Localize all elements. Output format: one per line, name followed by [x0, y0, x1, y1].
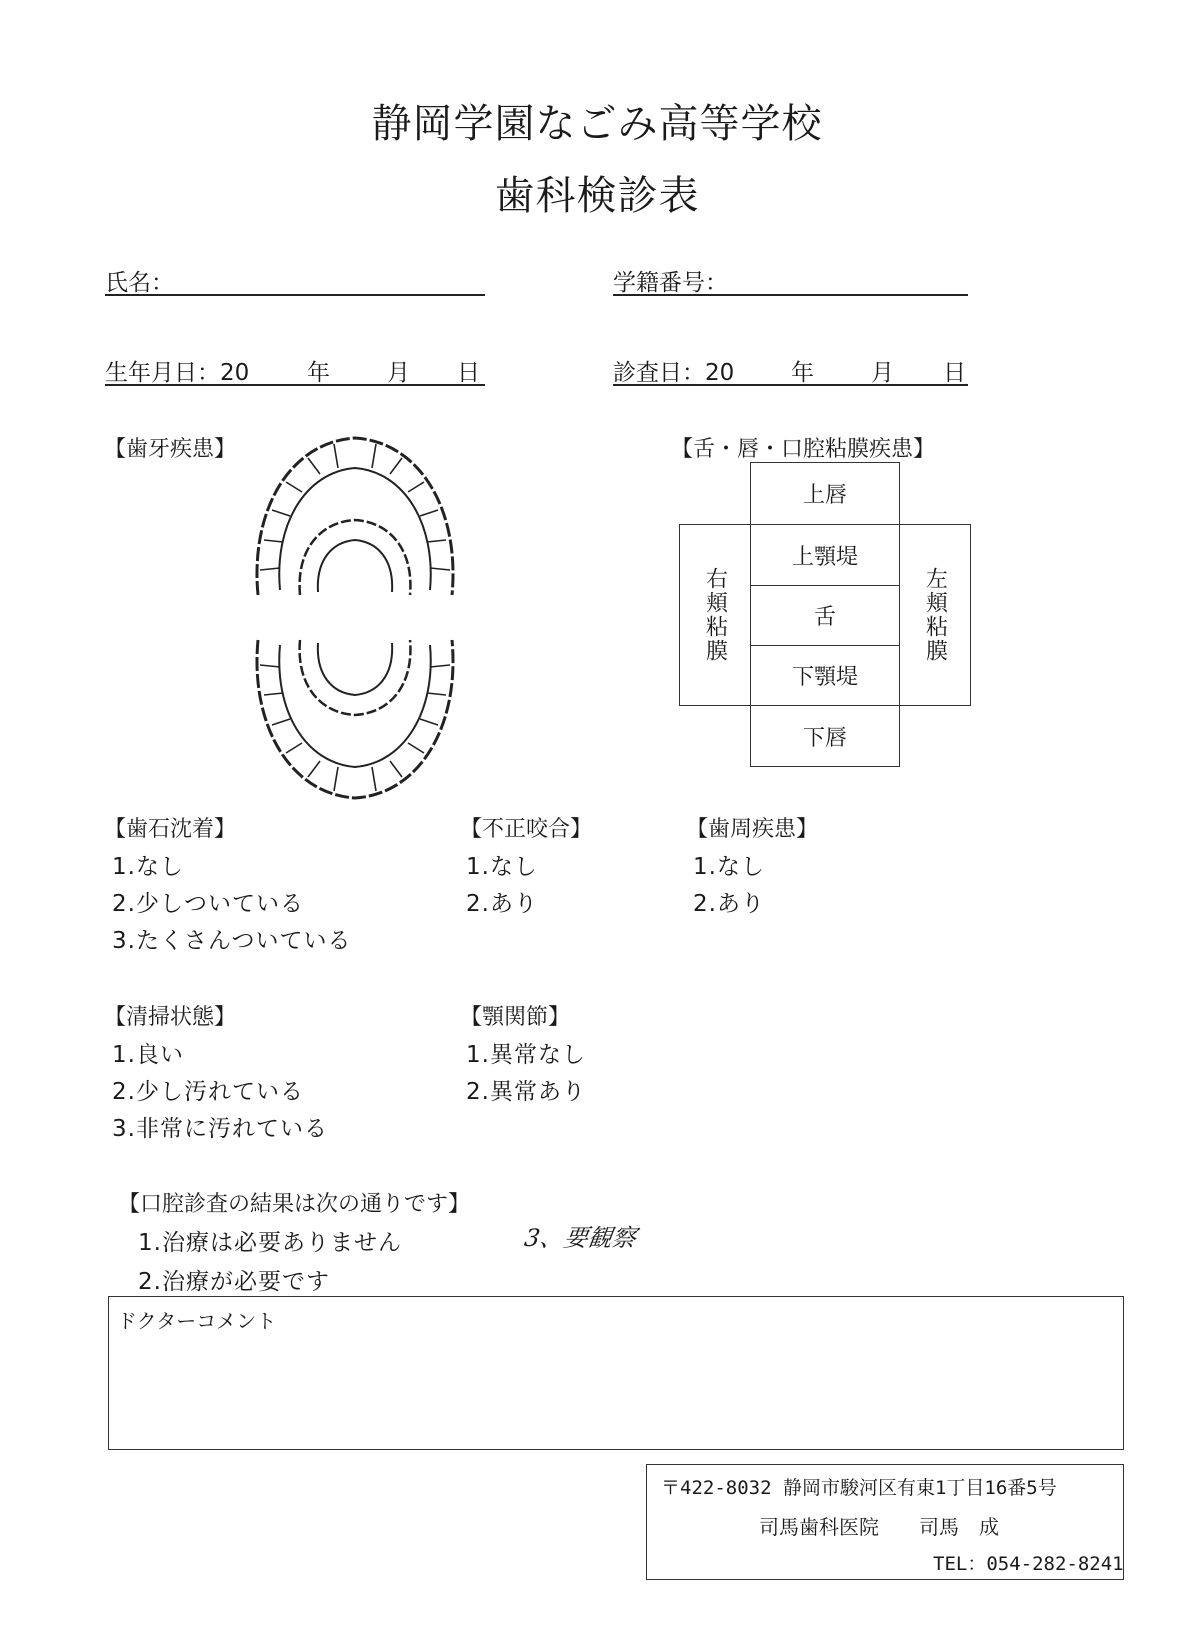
birth-year-unit: 年	[307, 360, 330, 386]
right-cheek-label: 右頬粘膜	[702, 567, 728, 663]
cell-tongue	[750, 585, 900, 646]
tmj-option-1[interactable]: 1.異常なし	[466, 1042, 586, 1068]
exam-month-unit: 月	[871, 360, 894, 386]
student-number-field[interactable]	[613, 264, 968, 296]
clinic-name: 司馬歯科医院 司馬 成	[759, 1515, 999, 1539]
tmj-option-2[interactable]: 2.異常あり	[466, 1079, 586, 1105]
cell-left-cheek	[899, 524, 971, 706]
handwritten-note: 3、要観察	[522, 1224, 638, 1252]
upper-ridge-label: 上顎堤	[791, 544, 858, 570]
result-label: 【口腔診査の結果は次の通りです】	[118, 1192, 471, 1217]
cleaning-option-1[interactable]: 1.良い	[112, 1042, 184, 1068]
doctor-comment-label: ドクターコメント	[117, 1309, 277, 1333]
exam-year-unit: 年	[791, 360, 814, 386]
birth-month-unit: 月	[387, 360, 410, 386]
cell-right-cheek	[679, 524, 751, 706]
mucosa-section-label: 【舌・唇・口腔粘膜疾患】	[671, 437, 936, 462]
form-title: 歯科検診表	[494, 173, 700, 219]
tongue-label: 舌	[813, 605, 836, 630]
left-cheek-label: 左頬粘膜	[922, 567, 948, 663]
exam-date-label: 診査日：20	[613, 360, 735, 386]
periodontal-label: 【歯周疾患】	[686, 817, 819, 842]
clinic-tel: TEL：054-282-8241	[933, 1553, 1124, 1575]
cell-upper-ridge	[750, 524, 900, 586]
student-number-label: 学籍番号：	[613, 270, 728, 296]
lower-lip-label: 下唇	[802, 725, 847, 751]
result-option-1[interactable]: 1.治療は必要ありません	[138, 1230, 402, 1256]
birth-date-label: 生年月日：20	[105, 360, 250, 386]
malocclusion-option-2[interactable]: 2.あり	[466, 891, 538, 917]
clinic-address: 〒422-8032 静岡市駿河区有東1丁目16番5号	[661, 1477, 1057, 1499]
exam-day-unit: 日	[943, 360, 966, 386]
upper-lip-label: 上唇	[802, 483, 847, 508]
doctor-comment-box[interactable]	[108, 1296, 1124, 1450]
cell-lower-lip	[750, 705, 900, 767]
cleaning-option-3[interactable]: 3.非常に汚れている	[112, 1116, 328, 1142]
birth-day-unit: 日	[457, 360, 480, 386]
name-label: 氏名：	[105, 270, 174, 296]
lower-ridge-label: 下顎堤	[791, 665, 858, 690]
cleaning-option-2[interactable]: 2.少し汚れている	[112, 1079, 304, 1105]
malocclusion-option-1[interactable]: 1.なし	[466, 854, 538, 880]
calculus-option-2[interactable]: 2.少しついている	[112, 891, 304, 917]
calculus-option-3[interactable]: 3.たくさんついている	[112, 928, 352, 954]
school-name: 静岡学園なごみ高等学校	[371, 101, 823, 147]
periodontal-option-2[interactable]: 2.あり	[693, 891, 765, 917]
periodontal-option-1[interactable]: 1.なし	[693, 854, 765, 880]
tmj-label: 【顎関節】	[460, 1005, 571, 1030]
name-field[interactable]	[105, 264, 485, 296]
calculus-label: 【歯石沈着】	[104, 817, 237, 842]
cleaning-label: 【清掃状態】	[104, 1005, 237, 1030]
exam-date-field[interactable]	[613, 354, 968, 386]
result-option-2[interactable]: 2.治療が必要です	[138, 1269, 330, 1295]
calculus-option-1[interactable]: 1.なし	[112, 854, 184, 880]
malocclusion-label: 【不正咬合】	[460, 817, 593, 842]
dental-chart	[250, 430, 460, 805]
birth-date-field[interactable]	[105, 354, 485, 386]
cell-upper-lip	[750, 462, 900, 525]
teeth-section-label: 【歯牙疾患】	[104, 437, 237, 462]
cell-lower-ridge	[750, 645, 900, 706]
clinic-info-box	[646, 1464, 1124, 1580]
